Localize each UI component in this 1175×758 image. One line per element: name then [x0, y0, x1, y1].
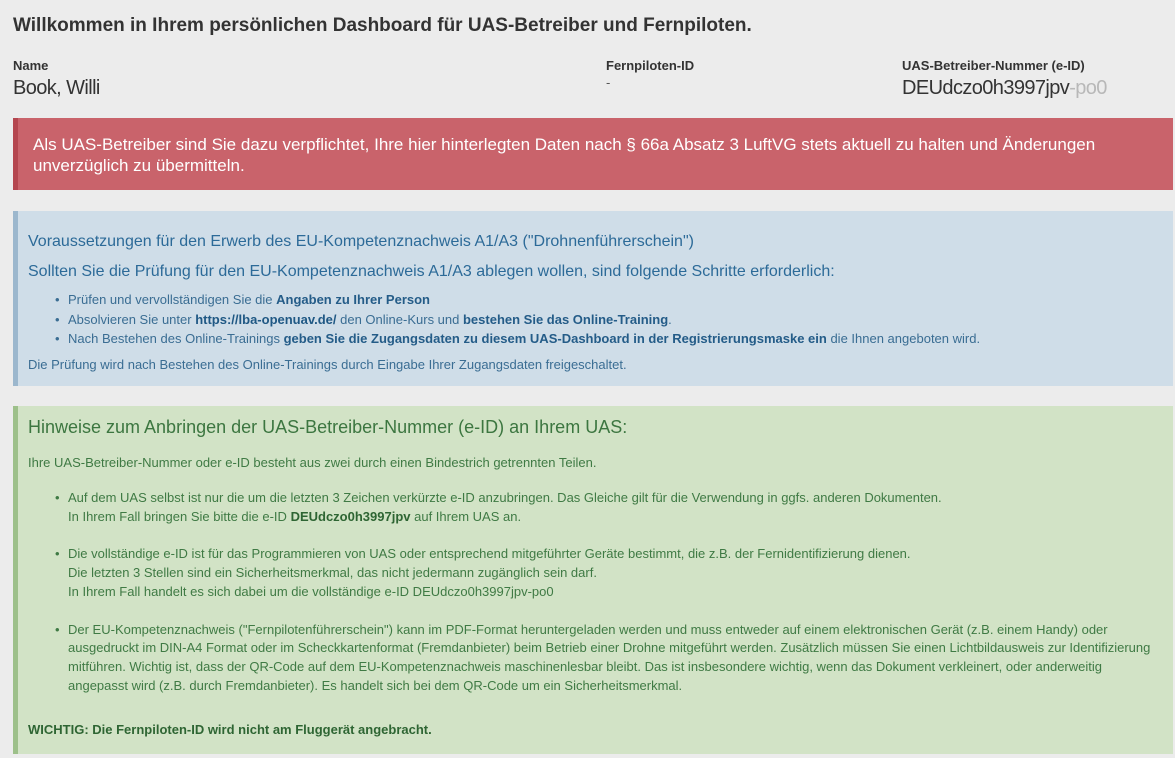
pilot-id-label: Fernpiloten-ID: [606, 58, 695, 73]
list-item: [68, 545, 1163, 601]
eid-suffix: -po0: [1069, 77, 1107, 99]
hints-list: [28, 489, 1163, 695]
requirements-box: [13, 211, 1173, 386]
name-label: Name: [13, 58, 49, 73]
step-text: Absolvieren Sie unter: [68, 311, 196, 327]
hint-text: Der EU-Kompetenznachweis ("Fernpilotenführerschein") kann im PDF-Format heruntergeladen werden und muss entweder auf einem elektronischen Gerät (z.B. einem Handy) oder ausgedruckt im DIN-A4 Format oder im Scheckkartenformat (Fremdanbieter) beim Betrieb einer Drohne mitgeführt werden. Zusätzlich müssen Sie einen Lichtbildausweis zur Identifizierung mitführen. Wichtig ist, dass der QR-Code auf dem EU-Kompetenznachweis maschinenlesbar bleibt. Das ist insbesondere wichtig, wenn das Dokument verkleinert, oder anderweitig angepasst wird (z.B. durch Fremdanbieter). Es handelt sich bei dem QR-Code um ein Sicherheitsmerkmal.: [68, 621, 1151, 693]
openuav-link[interactable]: https://lba-openuav.de/: [195, 311, 337, 327]
hint-text: Die vollständige e-ID ist für das Programmieren von UAS oder entsprechend mitgeführter Geräte bestimmt, die z.B. der Fernidentifizierung dienen.: [68, 546, 911, 562]
hint-text: Auf dem UAS selbst ist nur die um die letzten 3 Zeichen verkürzte e-ID anzubringen. Das Gleiche gilt für die Verwendung in ggfs. anderen Dokumenten.: [68, 490, 942, 505]
pilot-id-value: -: [606, 75, 611, 90]
eid-section: [902, 58, 1107, 101]
pilot-id-section: [606, 58, 694, 90]
user-info-row: [13, 58, 1173, 102]
requirements-subtitle: Sollten Sie die Prüfung für den EU-Kompetenznachweis A1/A3 ablegen wollen, sind folgende Schritte erforderlich:: [28, 263, 835, 280]
short-eid: DEUdczo0h3997jpv: [290, 508, 411, 524]
hint-text: In Ihrem Fall handelt es sich dabei um die vollständige e-ID DEUdczo0h3997jpv-po0: [68, 583, 554, 599]
name-section: [13, 58, 100, 101]
page-title: Willkommen in Ihrem persönlichen Dashboard für UAS-Betreiber und Fernpiloten.: [13, 15, 752, 36]
steps-list: [28, 290, 1163, 349]
update-data-alert: [13, 118, 1173, 190]
alert-text: Als UAS-Betreiber sind Sie dazu verpflichtet, Ihre hier hinterlegten Daten nach § 66a Absatz 3 LuftVG stets aktuell zu halten und Änderungen unverzüglich zu übermitteln.: [33, 135, 1096, 175]
eid-main: DEUdczo0h3997jpv: [902, 77, 1070, 99]
hints-title: Hinweise zum Anbringen der UAS-Betreiber-Nummer (e-ID) an Ihrem UAS:: [28, 417, 628, 437]
step-bold: bestehen Sie das Online-Training: [462, 311, 669, 327]
personal-data-link[interactable]: Angaben zu Ihrer Person: [276, 292, 431, 307]
step-text: .: [668, 311, 672, 327]
list-item: [68, 310, 1163, 330]
step-bold: geben Sie die Zugangsdaten zu diesem UAS-Dashboard in der Registrierungsmaske ein: [283, 331, 827, 346]
list-item: [68, 329, 1163, 349]
step-text: den Online-Kurs und: [336, 311, 463, 327]
hint-text: Die letzten 3 Stellen sind ein Sicherheitsmerkmal, das nicht jedermann zugänglich sein darf.: [68, 565, 597, 581]
step-text: Nach Bestehen des Online-Trainings: [68, 331, 284, 346]
list-item: [68, 489, 1163, 526]
hints-intro: Ihre UAS-Betreiber-Nummer oder e-ID besteht aus zwei durch einen Bindestrich getrennten Teilen.: [28, 455, 597, 470]
eid-value: [902, 75, 1107, 101]
requirements-title: Voraussetzungen für den Erwerb des EU-Kompetenznachweis A1/A3 ("Drohnenführerschein"): [28, 233, 694, 250]
hint-text: auf Ihrem UAS an.: [410, 508, 522, 524]
exam-note: Die Prüfung wird nach Bestehen des Online-Trainings durch Eingabe Ihrer Zugangsdaten freigeschaltet.: [28, 356, 627, 372]
step-text: die Ihnen angeboten wird.: [826, 331, 981, 346]
hint-text: In Ihrem Fall bringen Sie bitte die e-ID: [68, 508, 291, 524]
list-item: [68, 290, 1163, 310]
name-value: Book, Willi: [13, 77, 100, 99]
list-item: [68, 621, 1163, 696]
step-text: Prüfen und vervollständigen Sie die: [68, 292, 277, 307]
eid-label: UAS-Betreiber-Nummer (e-ID): [902, 58, 1085, 73]
pilot-id-warning: WICHTIG: Die Fernpiloten-ID wird nicht am Fluggerät angebracht.: [28, 722, 432, 738]
eid-hints-box: [13, 406, 1173, 754]
